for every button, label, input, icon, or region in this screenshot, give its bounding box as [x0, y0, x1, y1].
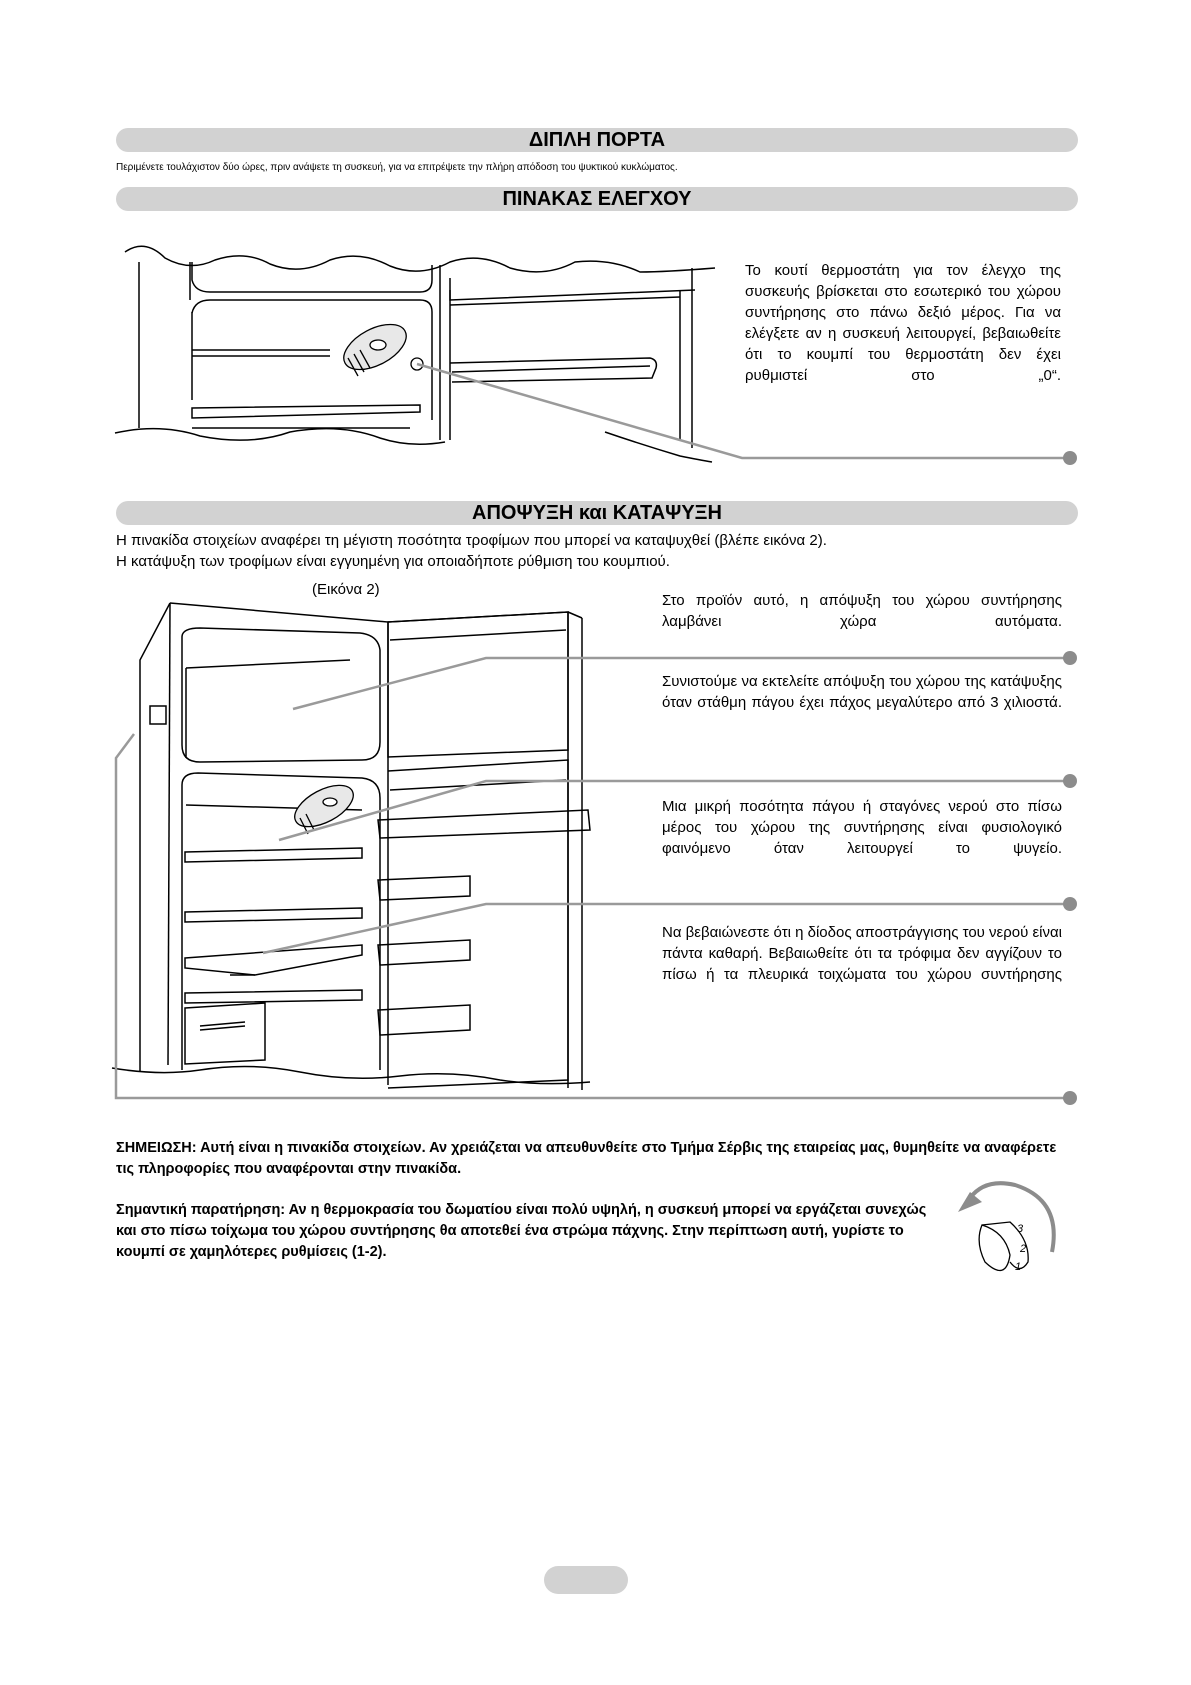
- callout-dot: [1063, 451, 1077, 465]
- defrost-intro-2: Η κατάψυξη των τροφίμων είναι εγγυημένη για οποιαδήποτε ρύθμιση του κουμπιού.: [116, 553, 670, 570]
- figure-label: (Εικόνα 2): [312, 581, 380, 598]
- callout-text-3: Μια μικρή ποσότητα πάγου ή σταγόνες νερού στο πίσω μέρος του χώρου της συντήρησης είναι φυσιολογικό φαινόμενο όταν λειτουργεί το ψυγείο.: [662, 798, 1062, 857]
- note-rating-plate: ΣΗΜΕΙΩΣΗ: Αυτή είναι η πινακίδα στοιχείων. Αν χρειάζεται να απευθυνθείτε στο Τμήμα Σέρβις της εταιρείας μας, θυμηθείτε να αναφέρετε τις πληροφορίες που αναφέρονται στην πινακίδα.: [116, 1140, 1057, 1177]
- double-door-text: Περιμένετε τουλάχιστον δύο ώρες, πριν ανάψετε τη συσκευή, για να επιτρέψετε την πλήρη απόδοση του ψυκτικού κυκλώματος.: [116, 162, 678, 173]
- knob-label-2: 2: [1020, 1243, 1027, 1255]
- note-important: Σημαντική παρατήρηση: Αν η θερμοκρασία του δωματίου είναι πολύ υψηλή, η συσκευή μπορεί να εργάζεται συνεχώς και στο πίσω τοίχωμα του χώρου συντήρησης θα αποτεθεί ένα στρώμα πάχνης. Στην περίπτωση αυτή, γυρίστε το κουμπί σε χαμηλότερες ρυθμίσεις (1-2).: [116, 1202, 927, 1260]
- callout-dots: [1063, 651, 1077, 1105]
- page-number-badge: [544, 1566, 628, 1594]
- control-panel-text: Το κουτί θερμοστάτη για τον έλεγχο της συσκευής βρίσκεται στο εσωτερικό του χώρου συντήρησης στο πάνω δεξιό μέρος. Για να ελέγξετε αν η συσκευή λειτουργεί, βεβαιωθείτε ότι το κουμπί του θερμοστάτη δεν έχει ρυθμιστεί στο „0“.: [745, 262, 1061, 384]
- section-title-control-panel: ΠΙΝΑΚΑΣ ΕΛΕΓΧΟΥ: [116, 187, 1078, 211]
- callout-text-1: Στο προϊόν αυτό, η απόψυξη του χώρου συντήρησης λαμβάνει χώρα αυτόματα.: [662, 592, 1062, 630]
- fridge-top-illustration: [115, 246, 715, 462]
- defrost-intro-1: Η πινακίδα στοιχείων αναφέρει τη μέγιστη ποσότητα τροφίμων που μπορεί να καταψυχθεί (βλέπε εικόνα 2).: [116, 532, 827, 549]
- section-title-double-door: ΔΙΠΛΗ ΠΟΡΤΑ: [116, 128, 1078, 152]
- callout-text-4: Να βεβαιώνεστε ότι η δίοδος αποστράγγισης του νερού είναι πάντα καθαρή. Βεβαιωθείτε ότι τα τρόφιμα δεν αγγίζουν το πίσω ή τα πλευρικά τοιχώματα του χώρου συντήρησης: [662, 924, 1062, 983]
- knob-label-3: 3: [1017, 1223, 1024, 1235]
- rotate-arrow-icon: [970, 1183, 1054, 1252]
- callout-text-2: Συνιστούμε να εκτελείτε απόψυξη του χώρου της κατάψυξης όταν στάθμη πάγου έχει πάχος μεγαλύτερο από 3 χιλιοστά.: [662, 673, 1062, 711]
- fridge-full-illustration: [112, 603, 590, 1090]
- knob-label-1: 1: [1015, 1261, 1022, 1273]
- thermostat-icon: [337, 315, 423, 379]
- section-title-defrost: ΑΠΟΨΥΞΗ και ΚΑΤΑΨΥΞΗ: [116, 501, 1078, 525]
